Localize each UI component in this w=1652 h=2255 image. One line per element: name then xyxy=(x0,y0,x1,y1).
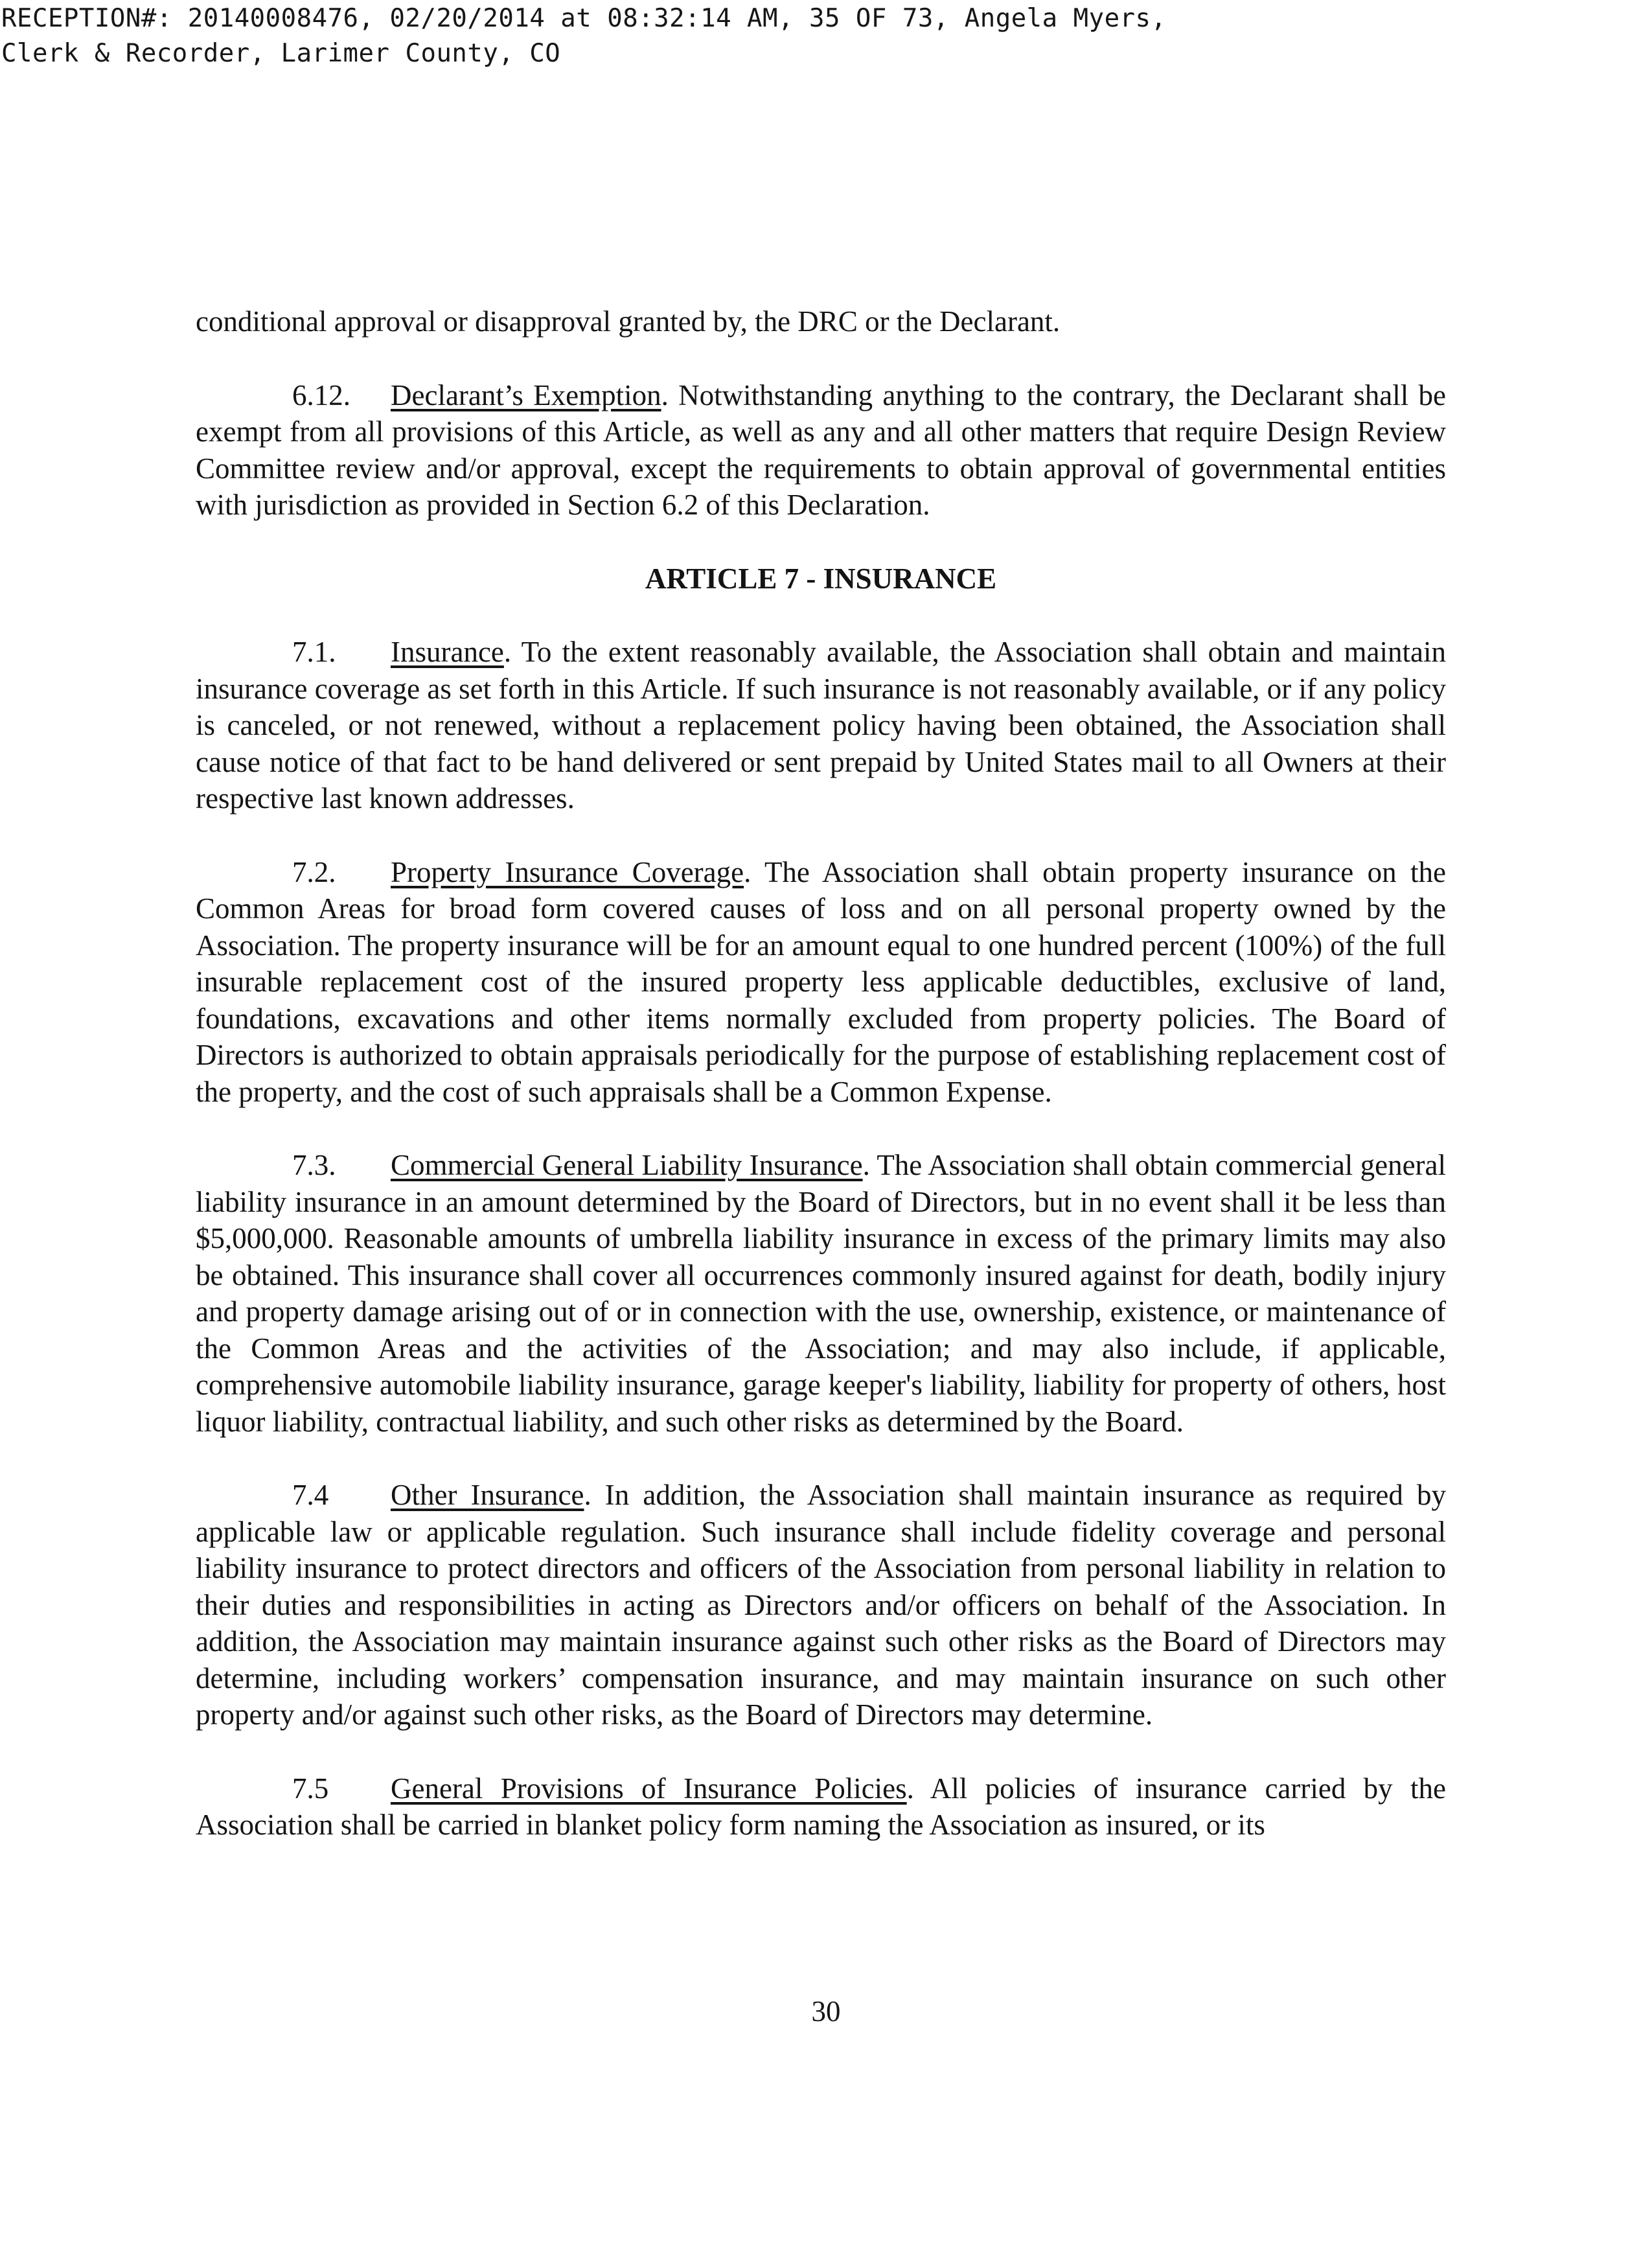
section-body: . All policies of insurance carried by the Association shall be carried in blanket policy form naming the Association as insured, or its xyxy=(196,1772,1446,1841)
section-body: . In addition, the Association shall maintain insurance as required by applicable law or applicable regulation. Such insurance shall include fidelity coverage and personal liability insurance to protect directors and officers of the Association from personal liability in relation to their duties and responsibilities in acting as Directors and/or officers on behalf of the Association. In addition, the Association may maintain insurance against such other risks as the Board of Directors may determine, including workers’ compensation insurance, and may maintain insurance on such other property and/or against such other risks, as the Board of Directors may determine. xyxy=(196,1479,1446,1731)
section-7-5 xyxy=(196,1770,1446,1844)
recording-stamp-line-1: RECEPTION#: 20140008476, 02/20/2014 at 08:32:14 AM, 35 OF 73, Angela Myers, xyxy=(1,4,1167,33)
section-7-4 xyxy=(196,1477,1446,1733)
section-title: Insurance xyxy=(391,636,504,668)
section-title: Declarant’s Exemption xyxy=(391,378,661,411)
document-body xyxy=(196,303,1446,1844)
continuation-paragraph: conditional approval or disapproval granted by, the DRC or the Declarant. xyxy=(196,305,1061,338)
section-title: Other Insurance xyxy=(391,1479,584,1511)
page-number: 30 xyxy=(811,1995,841,2028)
section-number: 7.4 xyxy=(292,1479,329,1511)
section-body: . The Association shall obtain commercial general liability insurance in an amount determined by the Board of Directors, but in no event shall it be less than $5,000,000. Reasonable amounts of umbrella liability insurance in excess of the primary limits may also be obtained. This insurance shall cover all occurrences commonly insured against for death, bodily injury and property damage arising out of or in connection with the use, ownership, existence, or maintenance of the Common Areas and the activities of the Association; and may also include, if applicable, comprehensive automobile liability insurance, garage keeper's liability, liability for property of others, host liquor liability, contractual liability, and such other risks as determined by the Board. xyxy=(196,1149,1446,1438)
section-7-3 xyxy=(196,1147,1446,1440)
section-body: . The Association shall obtain property insurance on the Common Areas for broad form covered causes of loss and on all personal property owned by the Association. The property insurance will be for an amount equal to one hundred percent (100%) of the full insurable replacement cost of the insured property less applicable deductibles, exclusive of land, foundations, excavations and other items normally excluded from property policies. The Board of Directors is authorized to obtain appraisals periodically for the purpose of establishing replacement cost of the property, and the cost of such appraisals shall be a Common Expense. xyxy=(196,855,1447,1108)
section-number: 7.3. xyxy=(292,1149,336,1181)
recording-stamp-line-2: Clerk & Recorder, Larimer County, CO xyxy=(1,39,561,68)
section-number: 7.5 xyxy=(292,1772,329,1805)
article-heading: ARTICLE 7 - INSURANCE xyxy=(645,562,997,595)
section-number: 7.1. xyxy=(292,636,336,668)
section-number: 6.12. xyxy=(292,378,350,411)
section-7-1 xyxy=(196,634,1446,817)
section-6-12 xyxy=(196,377,1446,524)
section-number: 7.2. xyxy=(292,855,336,888)
section-title: Property Insurance Coverage xyxy=(391,855,744,888)
section-title: Commercial General Liability Insurance xyxy=(391,1149,863,1181)
section-title: General Provisions of Insurance Policies xyxy=(391,1772,907,1805)
section-body: . To the extent reasonably available, the Association shall obtain and maintain insurance coverage as set forth in this Article. If such insurance is not reasonably available, or if any policy is canceled, or not renewed, without a replacement policy having been obtained, the Association shall cause notice of that fact to be hand delivered or sent prepaid by United States mail to all Owners at their respective last known addresses. xyxy=(196,636,1446,815)
recording-stamp xyxy=(1,1,1167,71)
section-body: . Notwithstanding anything to the contrary, the Declarant shall be exempt from all provisions of this Article, as well as any and all other matters that require Design Review Committee review and/or approval, except the requirements to obtain approval of governmental entities with jurisdiction as provided in Section 6.2 of this Declaration. xyxy=(196,378,1446,521)
section-7-2 xyxy=(196,854,1446,1111)
